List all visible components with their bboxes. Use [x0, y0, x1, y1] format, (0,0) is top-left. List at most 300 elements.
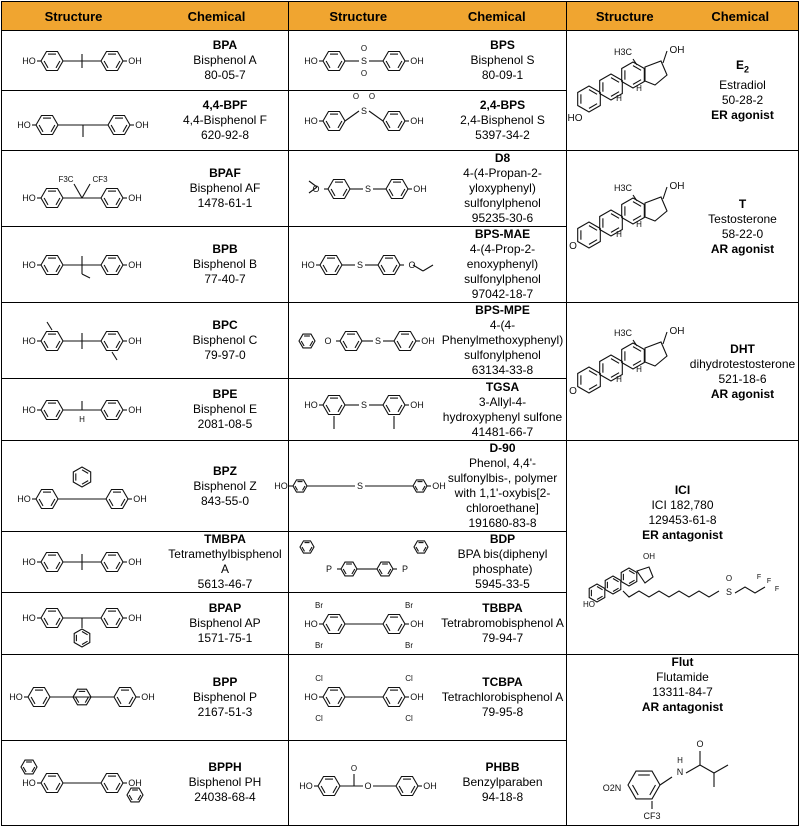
cas-number: 63134-33-8: [471, 363, 534, 377]
cell-content: [289, 151, 566, 226]
header-chemical-2: Chemical: [467, 8, 526, 24]
bps-analog-cell: [274, 441, 567, 532]
abbreviation-text: TGSA: [485, 379, 520, 394]
structure-bdp: [289, 533, 439, 591]
atom-label: OH: [669, 325, 685, 337]
atom-label: OH: [128, 335, 142, 346]
chemical-abbreviation: [689, 58, 796, 77]
cell-content: [2, 235, 288, 295]
abbreviation-text: TMBPA: [204, 532, 246, 546]
structure-tbbpa: [289, 596, 439, 652]
atom-label: H3C: [613, 46, 633, 57]
atom-label: O: [695, 739, 704, 749]
atom-label: O: [360, 68, 368, 78]
atom-label: O: [360, 43, 368, 53]
structure-dht: [567, 322, 687, 422]
bps-analog-cell: [289, 303, 567, 379]
bisphenol-cell: [2, 532, 289, 593]
atom-label: HO: [567, 112, 583, 124]
abbreviation-text: T: [738, 196, 747, 211]
abbreviation-text: BPS-MAE: [474, 227, 531, 241]
atom-label: OH: [642, 551, 655, 561]
chemical-info: [162, 532, 288, 592]
bps-analog-cell: [289, 532, 567, 593]
bond-line: [47, 322, 52, 330]
cell-content: [2, 594, 288, 654]
chemical-name: Bisphenol AP: [189, 616, 261, 630]
atom-label: HO: [22, 55, 36, 66]
chemical-info: [439, 98, 566, 143]
header-structure-3: Structure: [595, 8, 654, 24]
atom-label: H: [616, 374, 622, 384]
atom-label: H3C: [613, 182, 633, 193]
activity-role: ER antagonist: [642, 527, 723, 542]
structure-box: [289, 669, 439, 725]
cas-number: 1478-61-1: [197, 196, 253, 210]
chemical-info: [439, 675, 566, 720]
header-chemical-3: Chemical: [711, 8, 770, 24]
reference-hormone-cell: [567, 303, 799, 441]
chemical-info: [162, 464, 288, 509]
atom-label: HO: [299, 780, 313, 791]
chemical-name-line: yloxyphenyl): [469, 181, 536, 195]
cas-number: 79-97-0: [204, 348, 246, 362]
cas-number: 2167-51-3: [197, 704, 253, 719]
chemical-name-line: hydroxyphenyl sulfone: [442, 409, 563, 424]
atom-label: O: [324, 335, 332, 346]
abbreviation-text: ICI: [674, 482, 691, 497]
bisphenol-cell: [2, 655, 289, 741]
cell-content: [274, 441, 566, 531]
abbreviation-text: BPB: [212, 242, 238, 256]
chemical-abbreviation: [164, 675, 286, 690]
bisphenol-cell: [2, 227, 289, 303]
bisphenol-cell: [2, 151, 289, 227]
structure-bpaf: [7, 156, 157, 222]
structure-box: [289, 756, 439, 810]
atom-label: H: [616, 93, 622, 103]
structure-ici: [583, 543, 783, 613]
chemical-info: [439, 532, 566, 592]
structure-bpz: [7, 451, 157, 521]
abbreviation-text: BPPH: [208, 760, 242, 775]
cell-content: [567, 177, 798, 277]
chemical-name: 4,4-Bisphenol F: [182, 113, 268, 127]
abbreviation-text: BPZ: [213, 463, 237, 478]
structure-box: [289, 37, 439, 85]
atom-label: F3C: [58, 174, 74, 184]
chemical-name-line: enoxyphenyl): [466, 257, 539, 271]
atom-label: Cl: [315, 674, 323, 684]
atom-label: HO: [22, 335, 36, 346]
structure-box: [598, 715, 768, 825]
bond-line: [735, 587, 765, 593]
reference-hormone-cell: [567, 151, 799, 303]
atom-label: F: [774, 585, 779, 593]
chemical-name-line: 4-(4-Prop-2-: [469, 242, 536, 256]
atom-label: Cl: [405, 674, 413, 684]
cas-number: 77-40-7: [204, 272, 246, 286]
cas-number: 41481-66-7: [471, 424, 534, 439]
atom-label: OH: [421, 335, 435, 346]
atom-label: S: [356, 481, 364, 491]
header-row: [2, 2, 799, 31]
structure-box: [2, 451, 162, 521]
structure-box: [567, 177, 687, 277]
atom-label: OH: [133, 494, 147, 504]
structure-bps-mpe: [289, 319, 439, 363]
header-col1: [2, 2, 289, 31]
cas-number: 1571-75-1: [197, 631, 253, 645]
chemical-name: ICI 182,780: [651, 497, 714, 512]
bond-line: [637, 567, 653, 583]
structure-box: [2, 95, 162, 147]
chemical-abbreviation: [441, 303, 564, 318]
abbreviation-text: E: [735, 58, 744, 73]
atom-label: CF3: [642, 811, 661, 821]
atom-label: S: [356, 259, 364, 270]
atom-label: O: [569, 240, 577, 252]
chemical-name-line: BPA bis(diphenyl: [457, 547, 548, 561]
cell-content: [289, 596, 566, 652]
abbreviation-text: D8: [494, 151, 511, 165]
atom-label: OH: [410, 618, 424, 629]
abbreviation-text: TBBPA: [482, 601, 523, 615]
activity-role: ER agonist: [711, 107, 774, 122]
abbreviation-text: BDP: [489, 532, 516, 546]
chemical-abbreviation: [441, 601, 564, 616]
abbreviation-text: BPE: [212, 387, 238, 401]
bond-line: [82, 184, 90, 198]
chemical-info: [439, 227, 566, 302]
atom-label: Cl: [315, 714, 323, 724]
chemical-info: [162, 166, 288, 211]
chemical-abbreviation: [441, 380, 564, 395]
atom-label: Br: [405, 600, 413, 610]
abbreviation-text: BPC: [212, 318, 238, 332]
atom-label: O2N: [602, 783, 621, 793]
abbreviation-text: DHT: [730, 341, 755, 356]
atom-label: HO: [22, 777, 36, 788]
bond-line: [663, 187, 667, 199]
activity-role: AR agonist: [710, 386, 775, 401]
chemical-abbreviation: [164, 38, 286, 53]
activity-role: AR agonist: [710, 241, 775, 256]
atom-label: HO: [22, 192, 36, 203]
bisphenol-cell: [2, 303, 289, 379]
header-chemical-1: Chemical: [187, 8, 246, 24]
bond-line: [700, 765, 714, 773]
chemical-name: Tetramethylbisphenol A: [168, 547, 282, 576]
atom-label: HO: [304, 399, 318, 410]
chemical-name-line: Bisphenol S: [470, 53, 535, 67]
chemical-name-line: 3-Allyl-4-: [478, 394, 527, 409]
structure-bpa: [7, 35, 157, 87]
chemical-name: Bisphenol B: [192, 257, 258, 271]
reference-hormone-cell: [567, 655, 799, 826]
abbreviation-text: BPS-MPE: [475, 303, 530, 317]
structure-phbb: [289, 756, 439, 810]
structure-flut: [598, 715, 768, 825]
atom-label: O: [352, 91, 360, 101]
chemical-info: [439, 601, 566, 646]
bond-line: [623, 591, 719, 597]
abbreviation-text: TCBPA: [482, 674, 523, 689]
chemical-name-line: sulfonylphenol: [464, 196, 541, 210]
structure-bpb: [7, 235, 157, 295]
chemical-info: [439, 380, 566, 440]
chemical-name: Flutamide: [656, 670, 709, 684]
atom-label: H: [636, 364, 642, 374]
chemical-abbreviation: [441, 675, 564, 690]
bond-line: [112, 352, 117, 360]
cas-number: 191680-83-8: [468, 516, 537, 530]
chemical-name-line: sulfonylphenol: [464, 348, 541, 362]
bond-line: [645, 197, 667, 221]
table-row: [2, 151, 799, 227]
chemical-name-line: sulfonylphenol: [464, 272, 541, 286]
atom-label: HO: [304, 115, 318, 126]
bond-line: [686, 765, 700, 773]
structure-box: [2, 311, 162, 371]
chemical-info: [162, 38, 288, 83]
chemical-info: [439, 303, 566, 378]
structure-tmbpa: [7, 534, 157, 590]
structure-box: [289, 381, 439, 439]
chemical-name: Bisphenol E: [192, 402, 258, 416]
structure-box: [289, 93, 439, 149]
atom-label: F: [766, 577, 771, 585]
cas-number: 521-18-6: [718, 371, 767, 386]
bps-analog-cell: [289, 227, 567, 303]
abbreviation-text: BPAP: [208, 601, 242, 615]
abbreviation-text: Flut: [671, 655, 694, 669]
structure-tcbpa: [289, 669, 439, 725]
structure-box: [289, 533, 439, 591]
chemical-name-line: with 1,1'-oxybis[2-: [454, 486, 551, 500]
table-row: [2, 31, 799, 91]
cell-content: [2, 451, 288, 521]
bond-line: [660, 777, 672, 785]
abbreviation-text: BPS: [490, 38, 515, 52]
atom-label: HO: [301, 259, 315, 270]
chemical-info: [162, 760, 288, 805]
structure-bpe: [7, 384, 157, 436]
cell-content: [2, 754, 288, 812]
cell-content: [2, 95, 288, 147]
chemical-info: [439, 760, 566, 805]
bisphenol-cell: [2, 593, 289, 655]
bond-line: [345, 111, 359, 121]
chemical-info: [640, 655, 725, 715]
structure-box: [2, 594, 162, 654]
structure-box: [2, 534, 162, 590]
chemical-info: [162, 675, 288, 720]
cas-number: 97042-18-7: [471, 287, 534, 301]
reference-hormone-cell: [567, 441, 799, 655]
cas-number: 58-22-0: [721, 226, 764, 241]
chemical-name-line: Tetrachlorobisphenol A: [441, 689, 564, 704]
bisphenol-cell: [2, 441, 289, 532]
chemical-name: Bisphenol P: [192, 689, 258, 704]
structure-e2: [567, 41, 687, 141]
chemical-abbreviation: [689, 342, 796, 357]
chemical-info: [687, 197, 798, 257]
table-row: [2, 655, 799, 741]
chemical-abbreviation: [441, 227, 564, 242]
atom-label: S: [364, 183, 372, 194]
abbreviation-text: 4,4-BPF: [202, 98, 248, 112]
atom-label: OH: [128, 557, 142, 567]
structure-bps-mae: [289, 241, 439, 289]
chemical-name-line: 4-(4-Propan-2-: [463, 166, 542, 180]
atom-label: H: [676, 756, 683, 765]
atom-label: Cl: [405, 714, 413, 724]
atom-label: OH: [128, 612, 142, 623]
chemical-abbreviation: [164, 166, 286, 181]
cas-number: 5397-34-2: [475, 128, 530, 142]
structure-4-4-bpf: [7, 95, 157, 147]
cell-content: [2, 384, 288, 436]
structure-d8: [289, 165, 439, 213]
cell-content: [289, 380, 566, 440]
table-row: [2, 441, 799, 532]
structure-bpap: [7, 594, 157, 654]
header-col3: [567, 2, 799, 31]
atom-label: HO: [22, 557, 36, 567]
cas-number: 80-09-1: [481, 68, 524, 82]
cell-content: [289, 756, 566, 810]
chemical-info: [162, 387, 288, 432]
cell-content: [289, 227, 566, 302]
bps-analog-cell: [289, 91, 567, 151]
atom-label: H: [636, 219, 642, 229]
chemical-name-line: chloroethane]: [466, 501, 539, 515]
atom-label: HO: [304, 618, 318, 629]
chemical-abbreviation: [689, 197, 796, 212]
atom-label: OH: [410, 692, 424, 703]
chemical-name-line: Benzylparaben: [462, 775, 543, 790]
chemical-abbreviation: [164, 318, 286, 333]
structure-box: [289, 319, 439, 363]
cas-number: 843-55-0: [200, 493, 250, 508]
chemical-abbreviation: [441, 760, 564, 775]
atom-label: HO: [304, 692, 318, 703]
atom-label: HO: [22, 404, 36, 415]
chemical-abbreviation: [441, 532, 564, 547]
abbreviation-text: PHBB: [485, 760, 520, 775]
chemical-abbreviation: [441, 151, 564, 166]
atom-label: O: [725, 573, 732, 583]
atom-label: S: [360, 55, 368, 66]
cas-number: 24038-68-4: [194, 790, 256, 805]
atom-label: OH: [410, 115, 424, 126]
cas-number: 79-94-7: [481, 631, 524, 645]
chemical-abbreviation: [642, 655, 723, 670]
atom-label: HO: [17, 119, 31, 130]
atom-label: O: [408, 259, 416, 270]
bisphenol-cell: [2, 740, 289, 826]
atom-label: OH: [669, 180, 685, 192]
chemical-abbreviation: [441, 441, 564, 456]
bps-analog-cell: [289, 151, 567, 227]
cell-content: [289, 93, 566, 149]
atom-label: OH: [128, 55, 142, 66]
chemical-info: [162, 98, 288, 143]
chemical-name-line: phosphate): [472, 562, 533, 576]
cell-content: [567, 655, 798, 825]
atom-label: OH: [128, 259, 142, 270]
chemical-abbreviation: [164, 601, 286, 616]
atom-label: CF3: [92, 174, 108, 184]
cas-number: 13311-84-7: [652, 685, 713, 699]
bond-line: [369, 111, 383, 121]
abbreviation-text: BPA: [212, 38, 238, 52]
atom-label: N: [676, 767, 683, 777]
atom-label: H: [636, 83, 642, 93]
chemical-name: Estradiol: [719, 77, 766, 92]
reference-hormone-cell: [567, 31, 799, 151]
chemical-table: [1, 1, 799, 826]
chemical-name-line: Phenol, 4,4'-: [468, 456, 536, 470]
abbreviation-text: D-90: [489, 441, 516, 455]
atom-label: O: [368, 91, 376, 101]
atom-label: OH: [135, 119, 149, 130]
chemical-abbreviation: [164, 760, 286, 775]
atom-label: HO: [9, 692, 23, 703]
atom-label: OH: [410, 399, 424, 410]
chemical-name-line: sulfonylbis-, polymer: [447, 471, 558, 485]
cas-number: 129453-61-8: [648, 512, 717, 527]
chemical-name: Bisphenol Z: [193, 478, 257, 493]
chemical-info: [162, 318, 288, 363]
structure-bps: [289, 37, 439, 85]
bisphenol-cell: [2, 379, 289, 441]
structure-bpph: [7, 754, 157, 812]
structure-box: [2, 754, 162, 812]
abbreviation-text: BPAF: [209, 166, 241, 180]
atom-label: S: [725, 586, 732, 597]
bond-line: [645, 342, 667, 366]
atom-label: HO: [274, 481, 288, 491]
chemical-info: [162, 242, 288, 287]
structure-box: [2, 235, 162, 295]
atom-label: OH: [432, 481, 446, 491]
cas-number: 620-92-8: [200, 128, 250, 142]
atom-label: OH: [410, 55, 424, 66]
bond-line: [714, 765, 728, 773]
abbreviation-text: BPP: [212, 674, 238, 689]
chemical-info: [687, 342, 798, 402]
structure-bpp: [7, 669, 157, 725]
atom-label: Br: [405, 640, 413, 650]
atom-label: HO: [582, 599, 595, 609]
cell-content: [567, 483, 798, 613]
structure-box: [289, 596, 439, 652]
chemical-name-line: Tetrabromobisphenol A: [441, 616, 564, 630]
atom-label: O: [312, 183, 320, 194]
structure-box: [289, 165, 439, 213]
chemical-name-line: 2,4-Bisphenol S: [460, 113, 545, 127]
cas-number: 50-28-2: [721, 92, 764, 107]
cell-content: [567, 41, 798, 141]
bond-line: [74, 184, 82, 198]
bond-line: [645, 61, 667, 85]
atom-label: OH: [423, 780, 437, 791]
table-row: [2, 303, 799, 379]
cell-content: [2, 35, 288, 87]
chemical-info: [439, 38, 566, 83]
